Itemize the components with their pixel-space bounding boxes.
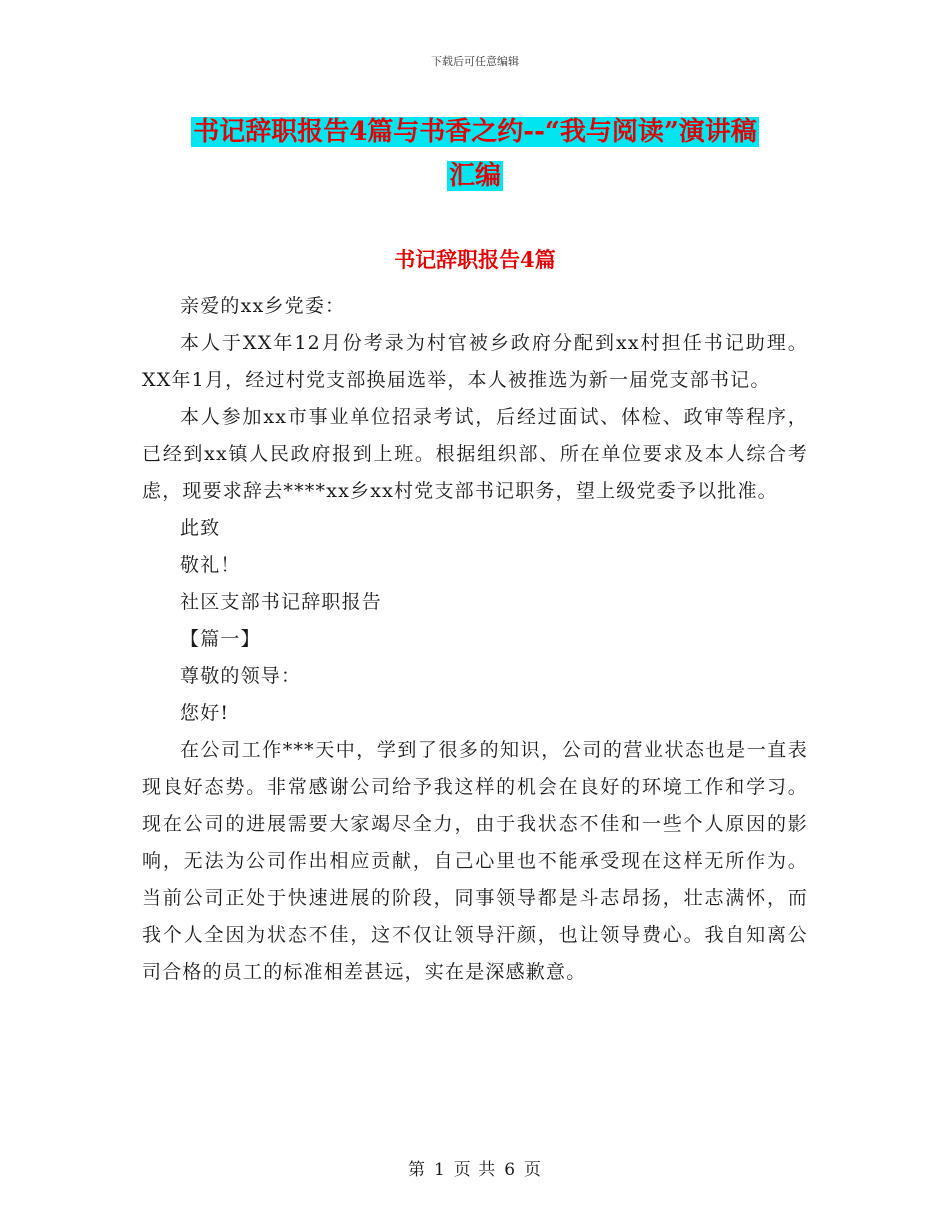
paragraph: 在公司工作***天中，学到了很多的知识，公司的营业状态也是一直表现良好态势。非常感谢公司给予我这样的机会在良好的环境工作和学习。现在公司的进展需要大家竭尽全力，由于我状态不佳和一些个人原因的影响，无法为公司作出相应贡献，自己心里也不能承受现在这样无所作为。当前公司正处于快速进展的阶段，同事领导都是斗志昂扬，壮志满怀，而我个人全因为状态不佳，这不仅让领导汗颜，也让领导费心。我自知离公司合格的员工的标准相差甚远，实在是深感歉意。 — [142, 739, 808, 983]
subheading: 【篇一】 — [180, 628, 261, 650]
document-body — [142, 288, 808, 991]
footer-page-number: 1 — [433, 1160, 446, 1180]
page-footer — [0, 1155, 950, 1180]
document-title — [140, 110, 810, 198]
section-title: 书记辞职报告4篇 — [394, 247, 556, 272]
salutation: 尊敬的领导： — [180, 665, 302, 687]
paragraph: 本人参加xx市事业单位招录考试，后经过面试、体检、政审等程序，已经到xx镇人民政府报到上班。根据组织部、所在单位要求及本人综合考虑，现要求辞去****xx乡xx村党支部书记职务，望上级党委予以批准。 — [142, 406, 808, 502]
subheading: 社区支部书记辞职报告 — [180, 591, 383, 613]
greeting: 您好! — [180, 702, 230, 724]
closing: 敬礼！ — [180, 554, 241, 576]
footer-total-pages: 6 — [504, 1160, 517, 1180]
document-title-line1: 书记辞职报告4篇与书香之约--“我与阅读”演讲稿 — [193, 117, 757, 147]
closing: 此致 — [180, 517, 221, 539]
document-title-line2: 汇编 — [448, 161, 501, 191]
header-note: 下载后可任意编辑 — [431, 55, 519, 68]
footer-prefix: 第 — [407, 1160, 426, 1180]
footer-suffix: 页 — [524, 1160, 543, 1180]
footer-middle: 页 共 — [453, 1160, 497, 1180]
salutation: 亲爱的xx乡党委： — [180, 295, 346, 317]
paragraph: 本人于XX年12月份考录为村官被乡政府分配到xx村担任书记助理。XX年1月，经过村党支部换届选举，本人被推选为新一届党支部书记。 — [142, 332, 808, 391]
